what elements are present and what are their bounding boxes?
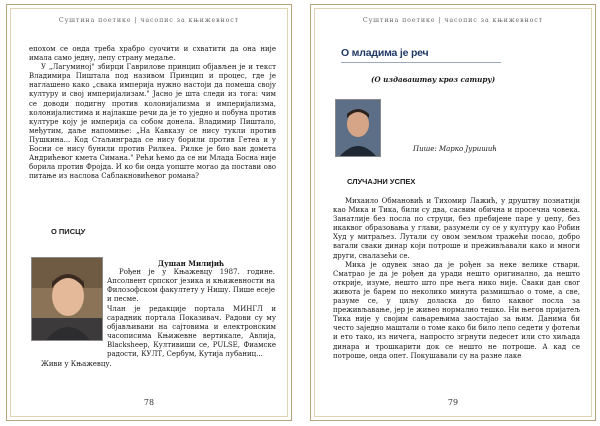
section-heading: О ПИСЦУ xyxy=(51,227,86,236)
paragraph: У „Лагуминој" збирци Гаврилове принцип објављен је и текст Владимира Пиштала под називом Принцип и процес, где је наглашено како „свака империја нужно настоји да помеша своју културу и свој империјализам." Јасно је шта следи из тога: чим се доводи подигну против колонијализма и империјализма, колонијалистима и најлакше речи да је то уједно и побуна против културе коју је империја са собом донела. Владимир Пиштало, међутим, даље напомиње: „На Кавказу се нису тукли против Пушкина... Код Стаљинграда се нису борили против Гетеа и у Босни се нису бунили против Рилкеа. Рилке је био ван домета Андрићевог кмета Симана." Рећи ћемо да се ни Млада Босна није борила против Фројда. И ко би онда уопште могао да постави ово питање из наслова Саблакновићевог романа? xyxy=(29,63,276,181)
author-name: Душан Милијић xyxy=(157,259,225,268)
page-number: 78 xyxy=(143,398,155,407)
bio-paragraph-2 xyxy=(29,305,276,369)
author-portrait-image xyxy=(336,100,380,156)
bio-paragraph-1 xyxy=(107,268,275,304)
paragraph: Рођен је у Књажевцу 1987. године. Апсолвент српског језика и књижевности на Филозофском факултету у Нишу. Пише есеје и песме. xyxy=(107,268,276,304)
author-photo xyxy=(335,99,381,157)
left-body-text xyxy=(29,45,276,181)
story-title: СЛУЧАЈНИ УСПЕХ xyxy=(347,177,416,186)
paragraph: Михаило Обмановић и Тихомир Лажић, у друштву познатији као Мика и Тика, били су два, сасвим обична и просечна човека. Занатлије без посла по струци, без пребијене паре у џепу, без икаквог образовања у глави, разумели су се у културу као Робин Худ у митраљез. Лутали су овом земљом тражећи посао, добро вагали сваки динар који потроше и преживљавали како и многи други, сналазећи се. xyxy=(333,197,580,260)
page-number: 79 xyxy=(447,398,459,407)
author-credit: Пише: Марко Јуришић xyxy=(413,145,497,153)
paragraph: епохом се онда треба храбро суочити и схватити да она није имала само једну, лепу страну медаље. xyxy=(29,45,276,63)
left-page xyxy=(6,4,292,421)
right-body-text xyxy=(333,197,580,361)
running-head: Суштина поетике | часопис за књижевност xyxy=(58,17,240,24)
right-page xyxy=(310,4,596,421)
article-title: О младима је реч xyxy=(341,47,429,59)
paragraph: Мика је одувек знао да је рођен за неке велике ствари. Сматрао је да је рођен да уради нешто оригинално, да нешто открије, изуме, нешто што пре њега нико није. Сваки дан свог живота је барем по неколико минута размишљао о томе, а све, разуме се, у циљу доласка до било каквог посла за преживљавање, јер је живео нормално тешко. Ни његов пријатељ Тика није у својим сањарењима заостајао за њим. Данима би често заједно маштали о томе како би било лепо седети у фотељи и ето тако, из ничега, напросто згрнути педесет или сто хиљада динара и трошкарити док се нешто не потроше. А кад се потроше, онда опет. Покушавали су на разне лаке xyxy=(333,260,580,360)
running-head: Суштина поетике | часопис за књижевност xyxy=(362,17,544,24)
paragraph: Живи у Књажевцу. xyxy=(41,359,112,368)
author-bio-top xyxy=(107,259,275,268)
paragraph: Члан је редакције портала МИНГЛ и сарадник портала Показивач. Радови су му објављивани на сајтовима и електронским часописима Књижевне вертикале, Авлија, Blacksheep, Култивиши се, PULSE, Фиамске радости, КУЛТ, Сербум, Кутија лубаниц... xyxy=(107,305,276,359)
title-underline xyxy=(341,62,501,63)
article-subtitle: (О издаваштву кроз сатиру) xyxy=(371,75,496,84)
